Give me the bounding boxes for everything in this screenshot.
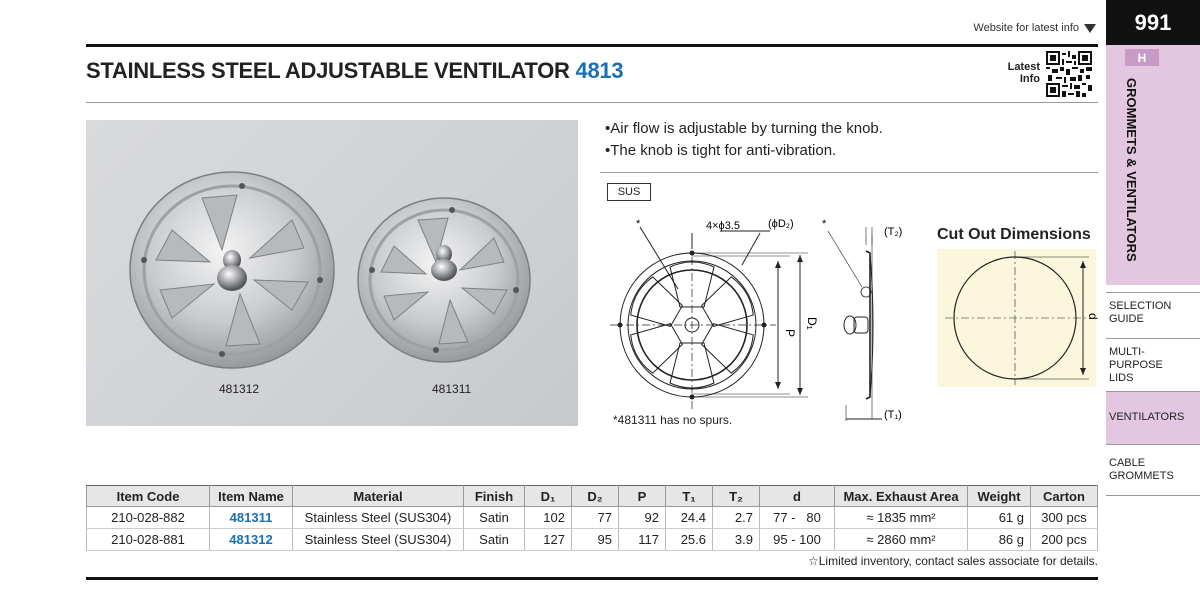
category-letter-badge: H [1125, 49, 1159, 66]
drawing-d2-label: (ϕD₂) [768, 218, 794, 230]
cell-item-name-link[interactable]: 481311 [210, 507, 293, 529]
col-header: Max. Exhaust Area [835, 486, 968, 507]
cell-material: Stainless Steel (SUS304) [293, 507, 464, 529]
cell-t1: 24.4 [666, 507, 713, 529]
photo-label-481311: 481311 [432, 382, 472, 396]
category-tab[interactable] [1106, 45, 1200, 285]
cell-d2: 95 [572, 529, 619, 551]
col-header: d [760, 486, 835, 507]
cell-d: 95 - 100 [760, 529, 835, 551]
table-header-row [87, 486, 1098, 507]
sidebar-divider [1106, 338, 1200, 339]
col-header: D₁ [525, 486, 572, 507]
page-number: 991 [1106, 0, 1200, 45]
col-header: Item Code [87, 486, 210, 507]
col-header: D₂ [572, 486, 619, 507]
category-title: GROMMETS & VENTILATORS [1124, 78, 1139, 262]
cell-d1: 102 [525, 507, 572, 529]
sidebar-item-multi-purpose-lids[interactable]: MULTI-PURPOSE LIDS [1109, 346, 1163, 384]
cell-finish: Satin [464, 529, 525, 551]
table-row [87, 529, 1098, 551]
website-latest-info-link[interactable] [973, 22, 1096, 34]
cell-material: Stainless Steel (SUS304) [293, 529, 464, 551]
cell-finish: Satin [464, 507, 525, 529]
cell-exhaust-area: ≈ 2860 mm² [835, 529, 968, 551]
cutout-title: Cut Out Dimensions [937, 226, 1091, 243]
qr-code-icon[interactable] [1046, 51, 1092, 97]
feature-item [605, 120, 883, 137]
col-header: Item Name [210, 486, 293, 507]
cell-weight: 86 g [968, 529, 1031, 551]
triangle-down-icon [1084, 24, 1096, 33]
table-row [87, 507, 1098, 529]
cell-p: 92 [619, 507, 666, 529]
header-rule [86, 44, 1098, 47]
table-footnote: ☆Limited inventory, contact sales associate for details. [807, 554, 1098, 568]
sidebar-divider [1106, 292, 1200, 293]
features-divider [600, 172, 1098, 173]
cell-t1: 25.6 [666, 529, 713, 551]
bullet-icon: • [605, 120, 611, 137]
feature-text: The knob is tight for anti-vibration. [610, 142, 837, 159]
spec-table [86, 485, 1098, 551]
model-number: 4813 [575, 58, 624, 83]
cell-item-name-link[interactable]: 481312 [210, 529, 293, 551]
cell-item-code: 210-028-881 [87, 529, 210, 551]
drawing-holes-label: 4×ϕ3.5 [706, 220, 740, 232]
drawing-star-label: * [636, 218, 641, 230]
ventilator-photo-illustration [86, 120, 578, 426]
cell-exhaust-area: ≈ 1835 mm² [835, 507, 968, 529]
bullet-icon: • [605, 142, 611, 159]
cell-weight: 61 g [968, 507, 1031, 529]
title-text: STAINLESS STEEL ADJUSTABLE VENTILATOR [86, 58, 570, 83]
drawing-t2-label: (T₂) [884, 226, 903, 238]
drawing-note: *481311 has no spurs. [613, 413, 733, 427]
cell-t2: 2.7 [713, 507, 760, 529]
col-header: Carton [1031, 486, 1098, 507]
vent-small [358, 198, 530, 362]
cell-d1: 127 [525, 529, 572, 551]
website-link-label: Website for latest info [973, 22, 1079, 34]
cell-d: 77 - 80 [760, 507, 835, 529]
drawing-t1-label: (T₁) [884, 409, 902, 421]
col-header: T₂ [713, 486, 760, 507]
photo-label-481312: 481312 [219, 382, 260, 396]
feature-item [605, 142, 836, 159]
cell-t2: 3.9 [713, 529, 760, 551]
technical-drawing [600, 205, 930, 425]
col-header: Finish [464, 486, 525, 507]
cell-item-code: 210-028-882 [87, 507, 210, 529]
cutout-diagram [937, 249, 1100, 387]
cell-d2: 77 [572, 507, 619, 529]
cell-carton: 200 pcs [1031, 529, 1098, 551]
sidebar-item-selection-guide[interactable]: SELECTION GUIDE [1109, 300, 1172, 325]
page-title [86, 58, 623, 84]
col-header: P [619, 486, 666, 507]
cutout-d-label: d [1086, 313, 1100, 320]
sidebar-divider [1106, 444, 1200, 445]
latest-info-label[interactable] [996, 61, 1040, 85]
col-header: Material [293, 486, 464, 507]
cell-p: 117 [619, 529, 666, 551]
vent-large [130, 172, 334, 368]
col-header: T₁ [666, 486, 713, 507]
feature-text: Air flow is adjustable by turning the knob. [610, 120, 883, 137]
cell-carton: 300 pcs [1031, 507, 1098, 529]
drawing-star-label-side: * [822, 218, 827, 230]
latest-info-line1: Latest [1007, 61, 1040, 73]
drawing-d1-label: D₁ [805, 317, 819, 330]
title-rule [86, 102, 1098, 103]
col-header: Weight [968, 486, 1031, 507]
sidebar-item-ventilators[interactable]: VENTILATORS [1109, 411, 1185, 423]
latest-info-line2: Info [1019, 73, 1040, 85]
product-photo [86, 120, 578, 426]
sidebar-item-cable-grommets[interactable]: CABLE GROMMETS [1109, 457, 1174, 482]
sidebar-divider [1106, 391, 1200, 392]
drawing-p-label: P [783, 329, 797, 338]
material-tag: SUS [607, 183, 651, 201]
sidebar-divider [1106, 495, 1200, 496]
footer-rule [86, 577, 1098, 580]
